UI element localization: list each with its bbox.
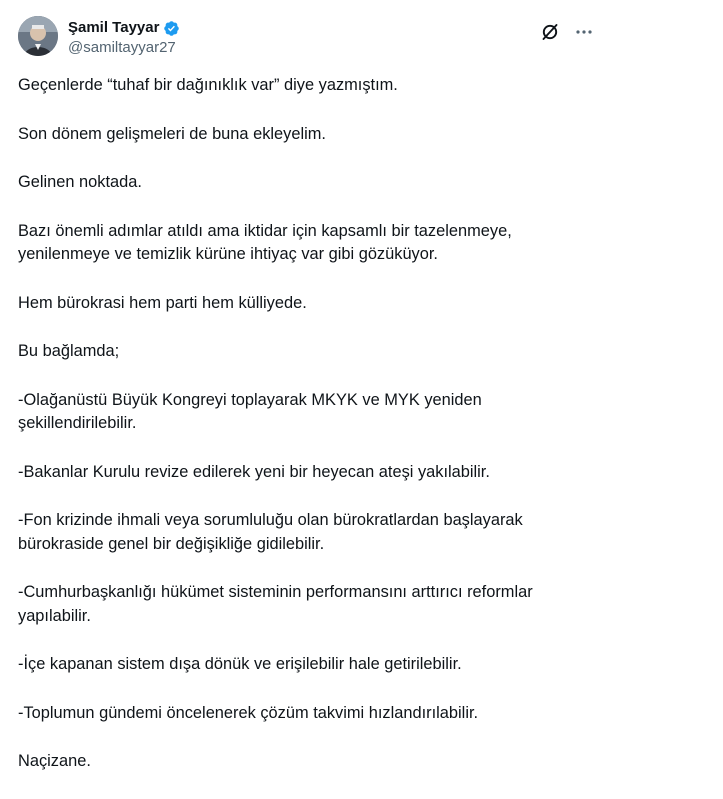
tweet-paragraph: Geçenlerde “tuhaf bir dağınıklık var” diye yazmıştım. <box>18 76 398 94</box>
tweet-header <box>18 16 598 60</box>
tweet-actions <box>540 22 594 42</box>
tweet-paragraph: -Cumhurbaşkanlığı hükümet sisteminin performansını arttırıcı reformlar yapılabilir. <box>18 583 533 625</box>
tweet-paragraph: Son dönem gelişmeleri de buna ekleyelim. <box>18 124 326 143</box>
avatar[interactable] <box>18 16 58 56</box>
display-name[interactable]: Şamil Tayyar <box>68 19 160 36</box>
tweet-text <box>18 74 608 799</box>
tweet-paragraph: Bu bağlamda; <box>18 342 120 360</box>
tweet-paragraph: Bazı önemli adımlar atıldı ama iktidar için kapsamlı bir tazelenmeye, yenilenmeye ve temizlik kürüne ihtiyaç var gibi gözüküyor. <box>18 221 512 263</box>
author-handle[interactable]: @samiltayyar27 <box>68 39 176 56</box>
display-name-row <box>68 18 180 38</box>
verified-badge-icon <box>163 20 180 37</box>
more-options-icon[interactable] <box>574 22 594 42</box>
grok-icon[interactable] <box>540 22 560 42</box>
tweet-paragraph: Gelinen noktada. <box>18 173 142 191</box>
tweet-paragraph: Naçizane. <box>18 752 91 770</box>
tweet-paragraph: -Olağanüstü Büyük Kongreyi toplayarak MKYK ve MYK yeniden şekillendirilebilir. <box>18 390 482 432</box>
author-names <box>68 18 180 58</box>
tweet-paragraph: -İçe kapanan sistem dışa dönük ve erişilebilir hale getirilebilir. <box>18 655 462 673</box>
tweet-paragraph: -Bakanlar Kurulu revize edilerek yeni bir heyecan ateşi yakılabilir. <box>18 462 490 481</box>
tweet-paragraph: -Toplumun gündemi öncelenerek çözüm takvimi hızlandırılabilir. <box>18 703 479 722</box>
tweet-paragraph: -Fon krizinde ihmali veya sorumluluğu olan bürokratlardan başlayarak bürokraside genel bir değişikliğe gidilebilir. <box>18 511 523 553</box>
tweet-paragraph: Hem bürokrasi hem parti hem külliyede. <box>18 293 307 312</box>
